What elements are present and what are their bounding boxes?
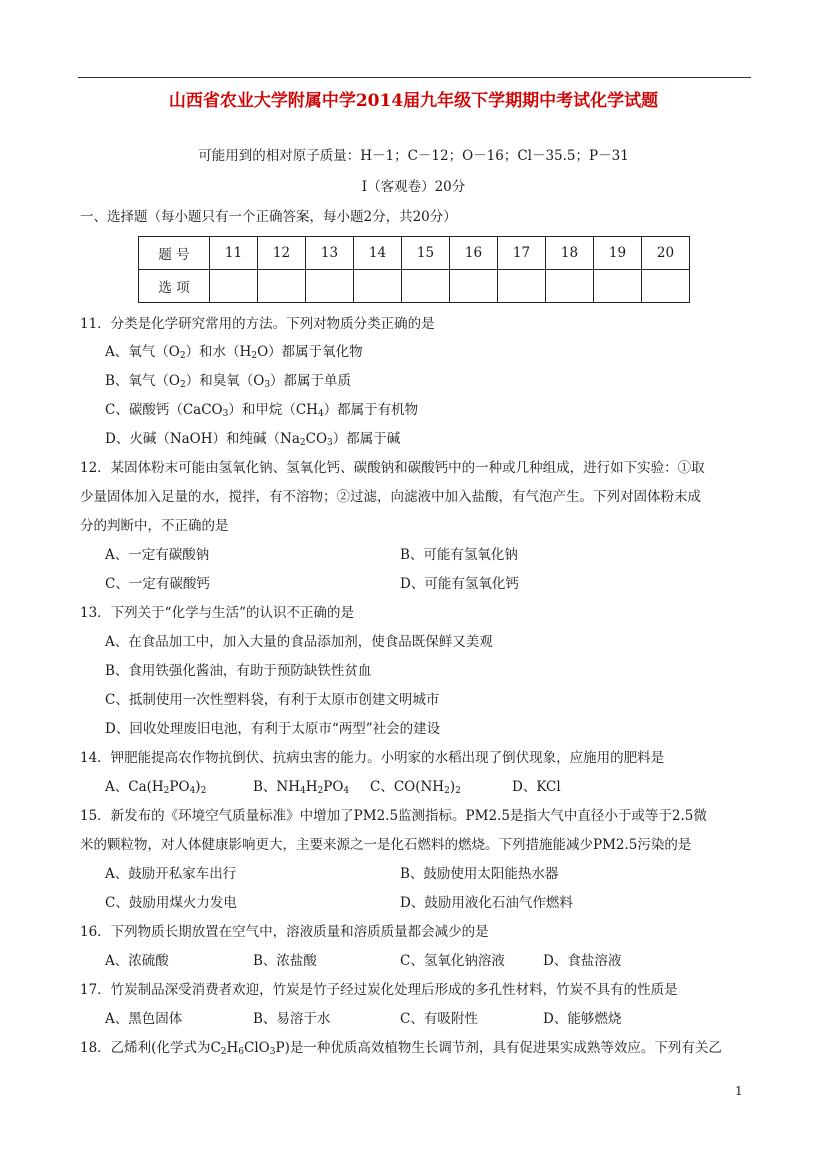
question-11-option-d: D、火碱（NaOH）和纯碱$(Na_2CO_3)$都属于碱 — [105, 431, 401, 448]
question-11-option-c: C、碳酸钙（CaCO$_3$）和甲烷$(CH_4)$都属于有机物 — [105, 402, 419, 419]
question-12-stem-line1: 12．某固体粉末可能由氢氧化钠、氢氧化钙、碳酸钠和碳酸钙中的一种或几种组成，进行如下实验：①取 — [80, 460, 705, 476]
answer-cell[interactable] — [546, 270, 594, 303]
question-11-option-b: B、氧气$(O_2)$和臭氧$(O_3)$都属于单质 — [105, 373, 352, 390]
question-12-stem-line2: 少量固体加入足量的水，搅拌，有不溶物；②过滤，向滤液中加入盐酸，有气泡产生。下列对固体粉末成 — [80, 489, 701, 505]
question-15-option-c: C、鼓励用煤火力发电 — [105, 895, 237, 911]
question-15-stem-line1: 15．新发布的《环境空气质量标准》中增加了PM2.5监测指标。PM2.5是指大气中直径小于或等于2.5微 — [80, 808, 707, 824]
question-number: 16 — [450, 237, 498, 270]
answer-cell[interactable] — [354, 270, 402, 303]
question-17-stem: 17．竹炭制品深受消费者欢迎，竹炭是竹子经过炭化处理后形成的多孔性材料，竹炭不具有的性质是 — [80, 982, 678, 998]
question-number: 18 — [546, 237, 594, 270]
question-15-option-a: A、鼓励开私家车出行 — [105, 866, 237, 882]
atomic-masses: 可能用到的相对原子质量：H－1；C－12；O－16；Cl－35.5；P－31 — [198, 148, 629, 164]
question-number: 20 — [642, 237, 690, 270]
question-14-option-b: B、$NH_4H_2PO_4$ — [253, 779, 350, 796]
question-number: 12 — [258, 237, 306, 270]
answer-cell[interactable] — [642, 270, 690, 303]
question-number: 13 — [306, 237, 354, 270]
question-17-option-c: C、有吸附性 — [400, 1011, 478, 1027]
question-12-option-c: C、一定有碳酸钙 — [105, 576, 210, 592]
answer-cell[interactable] — [210, 270, 258, 303]
answer-cell[interactable] — [594, 270, 642, 303]
answer-cell[interactable] — [306, 270, 354, 303]
question-14-stem: 14．钾肥能提高农作物抗倒伏、抗病虫害的能力。小明家的水稻出现了倒伏现象，应施用的肥料是 — [80, 750, 665, 766]
question-13-option-d: D、回收处理废旧电池，有利于太原市“两型”社会的建设 — [105, 721, 441, 737]
question-12-option-a: A、一定有碳酸钠 — [105, 547, 210, 563]
answer-table — [138, 236, 690, 303]
question-16-option-c: C、氢氧化钠溶液 — [400, 953, 505, 969]
question-17-option-b: B、易溶于水 — [253, 1011, 331, 1027]
question-17-option-d: D、能够燃烧 — [543, 1011, 622, 1027]
answer-cell[interactable] — [402, 270, 450, 303]
answer-cell[interactable] — [498, 270, 546, 303]
question-17-option-a: A、黑色固体 — [105, 1011, 183, 1027]
page-title: 山西省农业大学附属中学2014届九年级下学期期中考试化学试题 — [168, 91, 659, 111]
question-13-stem: 13．下列关于“化学与生活”的认识不正确的是 — [80, 605, 354, 621]
table-row — [139, 270, 690, 303]
question-number: 11 — [210, 237, 258, 270]
part-header: Ⅰ（客观卷）20分 — [361, 179, 466, 195]
question-14-option-a: A、$Ca(H_2PO_4)_2$ — [105, 779, 207, 796]
question-16-option-a: A、浓硫酸 — [105, 953, 169, 969]
row-label: 选 项 — [139, 270, 210, 303]
question-16-option-d: D、食盐溶液 — [543, 953, 622, 969]
question-12-option-b: B、可能有氢氧化钠 — [400, 547, 518, 563]
page-number: 1 — [735, 1084, 743, 1098]
question-16-stem: 16．下列物质长期放置在空气中，溶液质量和溶质质量都会减少的是 — [80, 924, 489, 940]
question-18-stem: 18．乙烯利(化学式为$C_2H_6ClO_3P$)是一种优质高效植物生长调节剂，具有促进果实成熟等效应。下列有关乙 — [80, 1040, 722, 1057]
answer-cell[interactable] — [258, 270, 306, 303]
row-label: 题 号 — [139, 237, 210, 270]
question-number: 17 — [498, 237, 546, 270]
question-number: 14 — [354, 237, 402, 270]
table-row — [139, 237, 690, 270]
question-12-stem-line3: 分的判断中，不正确的是 — [80, 518, 229, 534]
question-14-option-c: C、$CO(NH_2)_2$ — [370, 779, 461, 796]
question-16-option-b: B、浓盐酸 — [253, 953, 317, 969]
question-11-stem: 11．分类是化学研究常用的方法。下列对物质分类正确的是 — [80, 316, 435, 332]
question-13-option-a: A、在食品加工中，加入大量的食品添加剂，使食品既保鲜又美观 — [105, 634, 493, 650]
header-rule — [78, 77, 751, 78]
question-15-stem-line2: 米的颗粒物，对人体健康影响更大，主要来源之一是化石燃料的燃烧。下列措施能减少PM2.5污染的是 — [80, 837, 692, 853]
question-11-option-a: A、氧气$(O_2)$和水$(H_2O)$都属于氧化物 — [105, 344, 363, 361]
question-14-option-d: D、KCl — [512, 779, 561, 795]
question-13-option-b: B、食用铁强化酱油，有助于预防缺铁性贫血 — [105, 663, 372, 679]
answer-cell[interactable] — [450, 270, 498, 303]
question-number: 15 — [402, 237, 450, 270]
question-15-option-b: B、鼓励使用太阳能热水器 — [400, 866, 559, 882]
section-heading: 一、选择题（每小题只有一个正确答案，每小题2分，共20分） — [80, 209, 457, 225]
question-15-option-d: D、鼓励用液化石油气作燃料 — [400, 895, 573, 911]
question-12-option-d: D、可能有氢氧化钙 — [400, 576, 519, 592]
question-13-option-c: C、抵制使用一次性塑料袋，有利于太原市创建文明城市 — [105, 692, 440, 708]
question-number: 19 — [594, 237, 642, 270]
